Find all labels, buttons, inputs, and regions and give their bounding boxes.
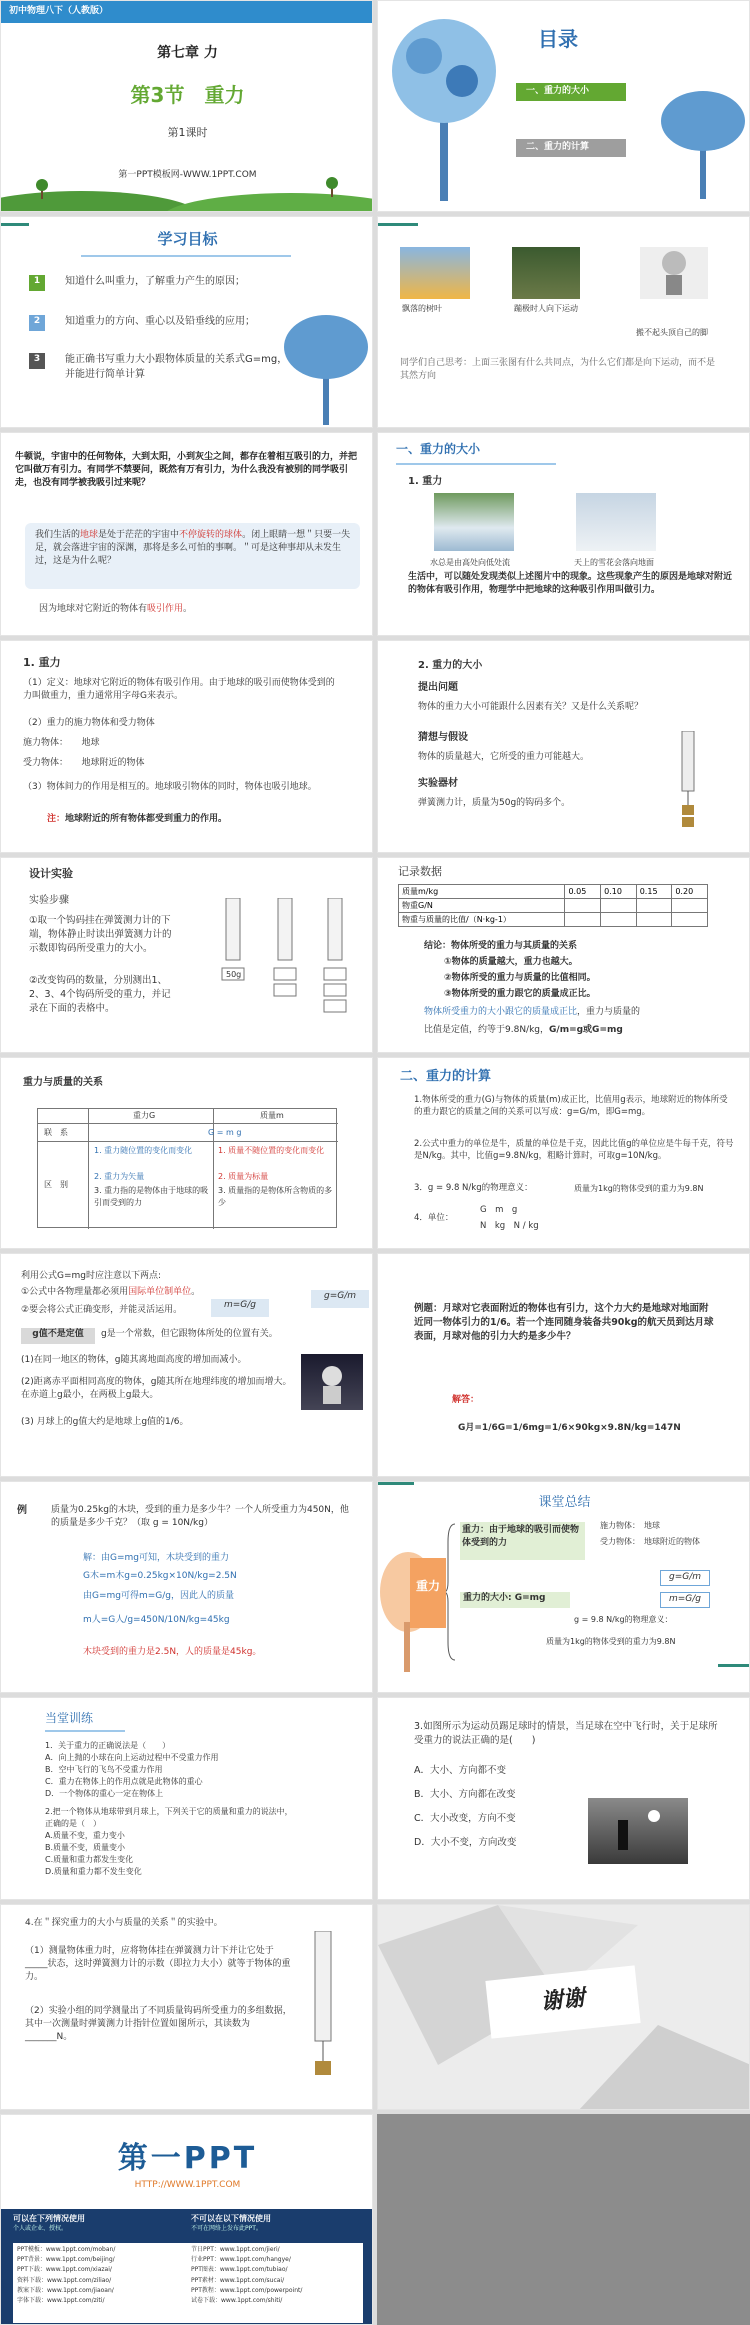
slide-experiment-design	[0, 857, 373, 1053]
link-item[interactable]: PPT图表：www.1ppt.com/tubiao/	[191, 2266, 288, 2274]
table-cell: 物重G/N	[399, 899, 565, 913]
note-units-si: 国际单位制单位	[128, 1287, 192, 1297]
allowed-heading: 可以在下列情况使用	[13, 2214, 85, 2223]
caption-cartoon: 搬不起头顶自己的脚	[636, 328, 708, 337]
contents-title: 目录	[538, 27, 578, 51]
conclusion-ratio	[424, 1024, 623, 1037]
note-units-part-1: ①公式中各物理量都必须用	[21, 1287, 129, 1297]
link-item[interactable]: PPT教程：www.1ppt.com/powerpoint/	[191, 2286, 303, 2294]
callout-part-1: 我们生活的	[35, 530, 81, 540]
goal-2-text: 知道重力的方向、重心以及铅垂线的应用；	[65, 316, 255, 327]
link-item[interactable]: 节日PPT：www.1ppt.com/jieri/	[191, 2246, 280, 2253]
accent-bar	[1, 223, 29, 226]
q1-option-d[interactable]: D．一个物体的重心一定在物体上	[45, 1789, 164, 1798]
football-photo	[588, 1798, 688, 1864]
calculation-heading: 二、重力的计算	[400, 1069, 492, 1084]
header-gravity: 重力G	[133, 1111, 156, 1120]
mass-diff-3: 3. 质量指的是物体所含物质的多少	[218, 1186, 333, 1207]
summary-formula-m: m=G/g	[660, 1592, 710, 1608]
caption-bungee: 蹦极时人向下运动	[514, 304, 578, 313]
header-mass: 质量m	[260, 1111, 284, 1120]
brace-icon	[446, 1522, 456, 1662]
q2-option-d[interactable]: D.质量和重力都不发生变化	[45, 1867, 142, 1876]
accent-bar	[378, 223, 418, 226]
conclusion-2: ②物体所受的重力与质量的比值相同。	[444, 973, 596, 983]
comparison-heading: 重力与质量的关系	[23, 1077, 103, 1088]
section-heading: 一、重力的大小	[396, 442, 481, 456]
mutual-force-text: （3）物体间力的作用是相互的。地球吸引物体的同时，物体也吸引地球。	[23, 782, 317, 792]
g-rule-2: (2)距离赤平面相同高度的物体，g随其所在地理纬度的增加而增大。在赤道上g最小，在两极上g最大。	[21, 1377, 292, 1401]
table-cell	[601, 899, 637, 913]
contents-item-2[interactable]	[516, 139, 626, 157]
table-cell: 质量m/kg	[399, 885, 565, 899]
slide-observation	[377, 216, 750, 428]
steps-heading: 实验步骤	[29, 895, 69, 906]
spring-scale-icon	[668, 731, 708, 841]
goal-3-badge: 3	[29, 353, 45, 369]
q1-option-a[interactable]: A．向上抛的小球在向上运动过程中不受重力作用	[45, 1753, 219, 1762]
link-item[interactable]: 字体下载：www.1ppt.com/ziti/	[17, 2296, 105, 2304]
table-cell: 物重与质量的比值/（N·kg-1）	[399, 913, 565, 927]
bungee-photo	[512, 247, 580, 299]
g-not-constant-box: g值不是定值	[21, 1328, 95, 1344]
lesson-label: 第1课时	[167, 126, 208, 139]
slide-gravity-definition	[0, 640, 373, 853]
falling-leaf-photo	[400, 247, 470, 299]
table-cell: 0.05	[565, 885, 601, 899]
conclusion-1: ①物体的质量越大，重力也越大。	[444, 957, 578, 967]
receiver-line	[23, 757, 145, 770]
solution-line-4: m人=G人/g=450N/10N/kg=45kg	[83, 1615, 230, 1625]
slide-moon-example	[377, 1253, 750, 1477]
links-left	[17, 2245, 115, 2306]
hypothesis-heading: 猜想与假设	[418, 732, 468, 743]
snow-photo	[576, 493, 656, 551]
answer-label: 解答：	[452, 1395, 480, 1405]
waterfall-photo	[434, 493, 514, 551]
mass-diff-2: 2. 质量为标量	[218, 1172, 269, 1181]
gravity-explanation: 生活中，可以随处发现类似上述图片中的现象。这些现象产生的原因是地球对附近的物体有吸引作用，物理学中把地球的这种吸引作用叫做引力。	[408, 572, 733, 596]
course-tag: 初中物理八下（人教版）	[9, 6, 109, 16]
summary-applier	[600, 1520, 660, 1532]
callout-rotation: 不停旋转的球体	[179, 530, 243, 540]
slide-goals	[0, 216, 373, 428]
goal-1-text: 知道什么叫重力，了解重力产生的原因；	[65, 276, 245, 287]
slide-gravity-calculation	[377, 1057, 750, 1249]
spring-scale-icon	[305, 1931, 341, 2081]
link-item[interactable]: 教案下载：www.1ppt.com/jiaoan/	[17, 2286, 114, 2294]
caption-snow: 天上的雪花会落向地面	[574, 558, 654, 567]
relation-formula: G = m g	[208, 1128, 242, 1137]
row-difference-label: 区 别	[44, 1180, 68, 1189]
q4-part-2: （2）实验小组的同学测量出了不同质量钩码所受重力的多组数据，其中一次测量时弹簧测力计指针位置如图所示，其读数为_______N。	[25, 2006, 292, 2043]
summary-part-3: ，重力与质量的	[577, 1007, 641, 1017]
q3-option-b[interactable]: B．大小、方向都在改变	[414, 1789, 516, 1800]
weight-label: 50g	[226, 970, 242, 979]
g-constant-note: g是一个常数，但它跟物体所处的位置有关。	[101, 1329, 278, 1339]
q3-option-c[interactable]: C．大小改变，方向不变	[414, 1813, 516, 1824]
question-heading: 提出问题	[418, 682, 458, 693]
magnitude-heading: 2. 重力的大小	[418, 660, 483, 671]
table-cell	[672, 913, 708, 927]
gravity-diff-1: 1. 重力随位置的变化而变化	[94, 1146, 193, 1155]
q2-option-b[interactable]: B.质量不变，质量变小	[45, 1843, 126, 1852]
formula-box-g: g=G/m	[311, 1290, 369, 1308]
applier-line	[23, 737, 100, 750]
note-line	[47, 813, 227, 826]
summary-formula-g: g=G/m	[660, 1570, 710, 1586]
observation-question: 同学们自己思考：上面三张图有什么共同点，为什么它们都是向下运动，而不是其然方向	[400, 358, 716, 382]
q3-stem: 3.如图所示为运动员踢足球时的情景，当足球在空中飞行时，关于足球所受重力的说法正确的是( )	[414, 1721, 718, 1746]
calc-point-4: 4．单位：	[414, 1213, 454, 1223]
receiver-value: 地球附近的物体	[644, 1537, 700, 1546]
table-cell	[601, 913, 637, 927]
table-row	[399, 913, 708, 927]
summary-g-meaning: g = 9.8 N/kg的物理意义：	[574, 1615, 673, 1624]
table-row	[399, 885, 708, 899]
note-label: 注：	[47, 814, 66, 824]
step-1: ①取一个钩码挂在弹簧测力计的下端，物体静止时读出弹簧测力计的示数即钩码所受重力的大小。	[29, 915, 172, 954]
solution-line-1: 解：由G=mg可知，木块受到的重力	[83, 1553, 229, 1563]
subheading-gravity: 1. 重力	[408, 476, 443, 487]
solution-line-2: G木=m木g=0.25kg×10N/kg=2.5N	[83, 1571, 237, 1581]
applier-value: 地球	[644, 1521, 660, 1530]
agent-heading: （2）重力的施力物体和受力物体	[23, 718, 155, 728]
hypothesis-text: 物体的质量越大，它所受的重力可能越大。	[418, 752, 590, 762]
table-cell: 0.20	[672, 885, 708, 899]
practice-title: 当堂训练	[45, 1711, 94, 1725]
section-title: 第3节 重力	[130, 83, 245, 107]
applier-value: 地球	[81, 738, 100, 748]
contents-item-1[interactable]	[516, 83, 626, 101]
answer-part-3: 。	[183, 604, 193, 614]
contents-item-2-label: 二、重力的计算	[526, 142, 590, 152]
slide-summary	[377, 1481, 750, 1693]
footer-text: 第一PPT模板网-WWW.1PPT.COM	[118, 170, 257, 180]
brand-logo: 第一PPT	[117, 2141, 258, 2176]
accent-bar-bottom	[718, 1664, 750, 1667]
table-cell	[565, 899, 601, 913]
q3-option-d[interactable]: D．大小不变，方向改变	[414, 1837, 517, 1848]
slide-thanks	[377, 1904, 750, 2110]
q2-option-a[interactable]: A.质量不变，重力变小	[45, 1831, 125, 1840]
notes-heading: 利用公式G=mg时应注意以下两点:	[21, 1271, 162, 1281]
link-item[interactable]: 资料下载：www.1ppt.com/ziliao/	[17, 2276, 112, 2284]
gravity-diff-2: 2. 重力为矢量	[94, 1172, 145, 1181]
answer-formula: G月=1/6G=1/6mg=1/6×90kg×9.8N/kg=147N	[458, 1423, 681, 1433]
tree-illustration-small	[658, 81, 748, 201]
goal-1-badge: 1	[29, 275, 45, 291]
links-panel	[13, 2243, 363, 2323]
slide-gravity-intro	[377, 432, 750, 636]
astronaut-photo	[301, 1354, 363, 1410]
calc-point-2: 2.公式中重力的单位是牛，质量的单位是千克，因此比值g的单位应是牛每千克，符号是N/kg。其中，比值g=9.8N/kg，粗略计算时，可取g=10N/kg。	[414, 1139, 734, 1162]
receiver-label: 受力物体：	[23, 758, 64, 768]
table-cell: 0.10	[601, 885, 637, 899]
callout-earth: 地球	[80, 530, 99, 540]
table-cell	[672, 899, 708, 913]
solution-conclusion: 木块受到的重力是2.5N，人的质量是45kg。	[83, 1647, 262, 1657]
equipment-text: 弹簧测力计，质量为50g的钩码多个。	[418, 798, 571, 808]
comparison-table	[37, 1108, 337, 1228]
receiver-label: 受力物体：	[600, 1537, 636, 1546]
table-cell	[636, 899, 672, 913]
ratio-formula: G/m=g或G=mg	[549, 1025, 623, 1035]
example-question: 例题：月球对它表面附近的物体也有引力，这个力大约是地球对地面附近同一物体引力的1/6。若一个连同随身装备共90kg的航天员到达月球表面，月球对他的引力大约是多少牛？	[414, 1303, 714, 1342]
definition-text: （1）定义：地球对它附近的物体有吸引作用。由于地球的吸引而使物体受到的力叫做重力，重力通常用字母G来表示。	[23, 678, 335, 702]
q4-part-1: （1）测量物体重力时，应将物体挂在弹簧测力计下并让它处于_____状态，这时弹簧测力计的示数（即拉力大小）就等于物体的重力。	[25, 1946, 291, 1983]
summary-definition: 重力：由于地球的吸引而使物体受到的力	[460, 1522, 585, 1560]
applier-label: 施力物体：	[600, 1521, 636, 1530]
slide-contents	[377, 0, 750, 212]
caption-water: 水总是由高处向低处流	[430, 558, 510, 567]
links-right	[191, 2245, 302, 2306]
title-underline	[45, 1730, 125, 1732]
link-item[interactable]: PPT模板：www.1ppt.com/moban/	[17, 2246, 116, 2253]
calc-point-1: 1.物体所受的重力(G)与物体的质量(m)成正比，比值用g表示，地球附近的物体所受的重力跟它的质量之间的关系可以写成：g=G/m，即G=mg。	[414, 1095, 728, 1118]
thanks-text: 谢谢	[539, 1985, 587, 2016]
link-item[interactable]: PPT背景：www.1ppt.com/beijing/	[17, 2256, 115, 2264]
note-rearrange: ②要会将公式正确变形，并能灵活运用。	[21, 1305, 183, 1315]
slide-newton	[0, 432, 373, 636]
answer-attraction: 吸引作用	[147, 604, 184, 614]
row-relation-label: 联 系	[44, 1128, 68, 1137]
tree-illustration	[384, 11, 504, 206]
note-units-part-3: 。	[191, 1287, 201, 1297]
goal-2-badge: 2	[29, 315, 45, 331]
q2-option-c[interactable]: C.质量和重力都发生变化	[45, 1855, 134, 1864]
gravity-heading: 1. 重力	[23, 656, 61, 669]
g-rule-3: (3) 月球上的g值大约是地球上g值的1/6。	[21, 1417, 189, 1427]
link-item[interactable]: 行业PPT：www.1ppt.com/hangye/	[191, 2256, 291, 2264]
q1-option-c[interactable]: C．重力在物体上的作用点就是此物体的重心	[45, 1777, 203, 1786]
attraction-answer	[39, 603, 192, 616]
example-question: 质量为0.25kg的木块，受到的重力是多少牛？一个人所受重力为450N，他的质量是多少千克？（取 g = 10N/kg）	[51, 1505, 349, 1529]
slide-practice-3	[0, 1904, 373, 2110]
g-rule-1: (1)在同一地区的物体，g随其离地面高度的增加而减小。	[21, 1355, 247, 1365]
slide-example-calc	[0, 1481, 373, 1693]
question-text: 物体的重力大小可能跟什么因素有关？又是什么关系呢？	[418, 702, 644, 712]
summary-magnitude	[460, 1592, 570, 1608]
caption-leaf: 飘落的树叶	[402, 304, 442, 313]
slide-practice-2	[377, 1697, 750, 1900]
heading-underline	[396, 463, 556, 465]
calc-point-3: 3．g = 9.8 N/kg的物理意义：	[414, 1183, 533, 1193]
brand-url[interactable]: HTTP://WWW.1PPT.COM	[134, 2180, 241, 2190]
note-units	[21, 1286, 200, 1299]
slide-gravity-vs-mass	[0, 1057, 373, 1249]
data-table	[398, 884, 708, 927]
equipment-heading: 实验器材	[418, 778, 458, 789]
slide-record-data	[377, 857, 750, 1053]
green-hills	[1, 177, 373, 212]
empty-cell	[377, 2114, 750, 2325]
slide-practice-1	[0, 1697, 373, 1900]
table-cell	[565, 913, 601, 927]
unit-symbols: G m g	[480, 1205, 518, 1215]
link-item[interactable]: 试卷下载：www.1ppt.com/shiti/	[191, 2296, 283, 2304]
step-2: ②改变钩码的数量，分别测出1、2、3、4个钩码所受的重力，并记录在下面的表格中。	[29, 975, 171, 1014]
conclusion-3: ③物体所受的重力跟它的质量成正比。	[444, 989, 596, 999]
summary-g-value: 质量为1kg的物体受到的重力为9.8N	[546, 1637, 676, 1646]
q2-stem: 2.把一个物体从地球带到月球上，下列关于它的质量和重力的说法中，正确的是（ ）	[45, 1807, 293, 1828]
gravity-diff-3: 3. 重力指的是物体由于地球的吸引而受到的力	[94, 1186, 209, 1207]
q4-stem: 4.在＂探究重力的大小与质量的关系＂的实验中。	[25, 1918, 223, 1928]
summary-center: 重力	[410, 1558, 446, 1628]
mass-diff-1: 1. 质量不随位置的变化而变化	[218, 1146, 325, 1155]
summary-part-1: 物体所	[424, 1007, 452, 1017]
unit-names: N kg N / kg	[480, 1221, 539, 1231]
magnitude-formula: G=mg	[514, 1593, 546, 1603]
q3-option-a[interactable]: A．大小、方向都不变	[414, 1765, 506, 1776]
receiver-value: 地球附近的物体	[81, 758, 145, 768]
slide-formula-notes	[0, 1253, 373, 1477]
design-heading: 设计实验	[29, 867, 73, 880]
answer-part-1: 因为地球对它附近的物体有	[39, 604, 148, 614]
link-item[interactable]: PPT素材：www.1ppt.com/sucai/	[191, 2276, 285, 2284]
goals-title: 学习目标	[157, 230, 218, 248]
applier-label: 施力物体：	[23, 738, 64, 748]
q1-stem: 1．关于重力的正确说法是（ ）	[45, 1741, 171, 1750]
newton-paragraph: 牛顿说，宇宙中的任何物体，大到太阳，小到灰尘之间，都存在着相互吸引的力，并把它叫做万有引力。有同学不禁要问，既然有万有引力，为什么我没有被别的同学吸引走，也没有同学被我吸引过来呢？	[15, 452, 358, 489]
formula-box-m: m=G/g	[211, 1299, 269, 1317]
title-underline	[81, 255, 291, 257]
callout-part-3: 是处于茫茫的宇宙中	[98, 530, 180, 540]
link-item[interactable]: PPT下载：www.1ppt.com/xiazai/	[17, 2266, 112, 2274]
magnitude-label: 重力的大小:	[463, 1593, 512, 1603]
q1-option-b[interactable]: B．空中飞行的飞鸟不受重力作用	[45, 1765, 163, 1774]
chapter-title: 第七章 力	[157, 45, 218, 61]
disallowed-text: 不可在网络上发布此PPT。	[191, 2225, 262, 2232]
ratio-text: 比值是定值，约等于9.8N/kg，	[424, 1025, 550, 1035]
cartoon-photo	[640, 247, 708, 299]
table-row	[399, 899, 708, 913]
table-cell: 0.15	[636, 885, 672, 899]
calc-meaning: 质量为1kg的物体受到的重力为9.8N	[574, 1184, 704, 1193]
callout-part-5: 。闭上眼睛一想＂只要一失足，就会落进宇宙的深渊，那将是多么可怕的事啊。＂可是这种事却从未发生过，这是为什么呢？	[35, 530, 351, 567]
disallowed-heading: 不可以在以下情况使用	[191, 2214, 271, 2223]
slide-title	[0, 0, 373, 212]
contents-item-1-label: 一、重力的大小	[526, 86, 590, 96]
allowed-text: 个人或企业、授权。	[13, 2225, 68, 2232]
record-heading: 记录数据	[398, 865, 442, 878]
spring-scales-diagram	[216, 898, 366, 1028]
tree-illustration	[283, 307, 371, 425]
solution-line-3: 由G=mg可得m=G/g，因此人的质量	[83, 1591, 235, 1601]
slide-gravity-magnitude	[377, 640, 750, 853]
summary-receiver	[600, 1536, 700, 1548]
table-cell	[636, 913, 672, 927]
goal-3-text: 能正确书写重力大小跟物体质量的关系式G=mg，并能进行简单计算	[65, 354, 288, 380]
accent-bar	[378, 1482, 414, 1485]
slide-ad	[0, 2114, 373, 2325]
example-tag: 例	[17, 1505, 27, 1516]
summary-proportional: 受重力的大小跟它的质量成正比	[451, 1007, 578, 1017]
note-text: 地球附近的所有物体都受到重力的作用。	[65, 814, 228, 824]
summary-title: 课堂总结	[538, 1495, 591, 1510]
conclusion-summary	[424, 1006, 640, 1019]
earth-callout-text	[35, 529, 353, 568]
conclusion-heading: 结论：物体所受的重力与其质量的关系	[424, 941, 578, 951]
